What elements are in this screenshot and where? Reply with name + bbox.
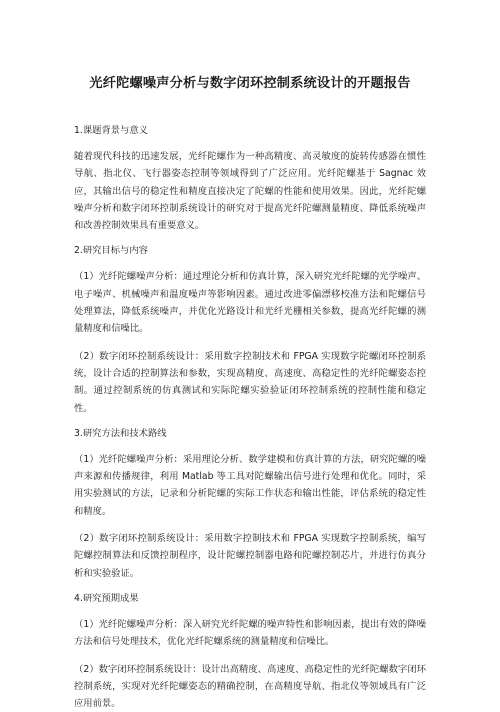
section-paragraph: 随着现代科技的迅速发展，光纤陀螺作为一种高精度、高灵敏度的旋转传感器在惯性导航、指北仪、飞行器姿态控制等领域得到了广泛应用。光纤陀螺基于 Sagnac 效应，其输出信号的稳定性和精度直接决定了陀螺的性能和使用效果。因此，光纤陀螺噪声分析和数字闭环控制系统设计的研究对于提高光纤陀螺测量精度、降低系统噪声和改善控制效果具有重要意义。 — [74, 151, 426, 232]
document-title: 光纤陀螺噪声分析与数字闭环控制系统设计的开题报告 — [89, 76, 411, 91]
section-heading: 1.课题背景与意义 — [74, 125, 148, 136]
section-heading: 2.研究目标与内容 — [74, 245, 148, 257]
section-paragraph: （1）光纤陀螺噪声分析：深入研究光纤陀螺的噪声特性和影响因素，提出有效的降噪方法和信号处理技术，优化光纤陀螺系统的测量精度和信噪比。 — [74, 618, 426, 648]
section-paragraph: （2）数字闭环控制系统设计：采用数字控制技术和 FPGA 实现数字控制系统，编写陀螺控制算法和反馈控制程序，设计陀螺控制器电路和陀螺控制芯片，并进行仿真分析和实验验证。 — [74, 533, 426, 579]
section-paragraph: （1）光纤陀螺噪声分析：通过理论分析和仿真计算，深入研究光纤陀螺的光学噪声、电子噪声、机械噪声和温度噪声等影响因素。通过改进零偏漂移校准方法和陀螺信号处理算法，降低系统噪声，并优化光路设计和光纤光栅相关参数，提高光纤陀螺的测量精度和信噪比。 — [74, 271, 426, 335]
section-outcomes — [74, 592, 426, 712]
section-goals — [74, 244, 426, 416]
section-heading: 3.研究方法和技术路线 — [74, 427, 167, 439]
section-heading: 4.研究预期成果 — [74, 592, 139, 604]
section-methods — [74, 427, 426, 582]
section-paragraph: （2）数字闭环控制系统设计：设计出高精度、高速度、高稳定性的光纤陀螺数字闭环控制系统，实现对光纤陀螺姿态的精确控制，在高精度导航、指北仪等领域具有广泛应用前景。 — [74, 663, 426, 710]
section-background — [74, 124, 426, 234]
section-paragraph: （2）数字闭环控制系统设计：采用数字控制技术和 FPGA 实现数字陀螺闭环控制系统，设计合适的控制算法和参数，实现高精度、高速度、高稳定性的光纤陀螺姿态控制。通过控制系统的仿真测试和实际陀螺实验验证闭环控制系统的控制性能和稳定性。 — [74, 350, 426, 414]
section-paragraph: （1）光纤陀螺噪声分析：采用理论分析、数学建模和仿真计算的方法，研究陀螺的噪声来源和传播规律，利用 Matlab 等工具对陀螺输出信号进行处理和优化。同时，采用实验测试的方法，记录和分析陀螺的实际工作状态和输出性能，评估系统的稳定性和精度。 — [74, 453, 426, 517]
